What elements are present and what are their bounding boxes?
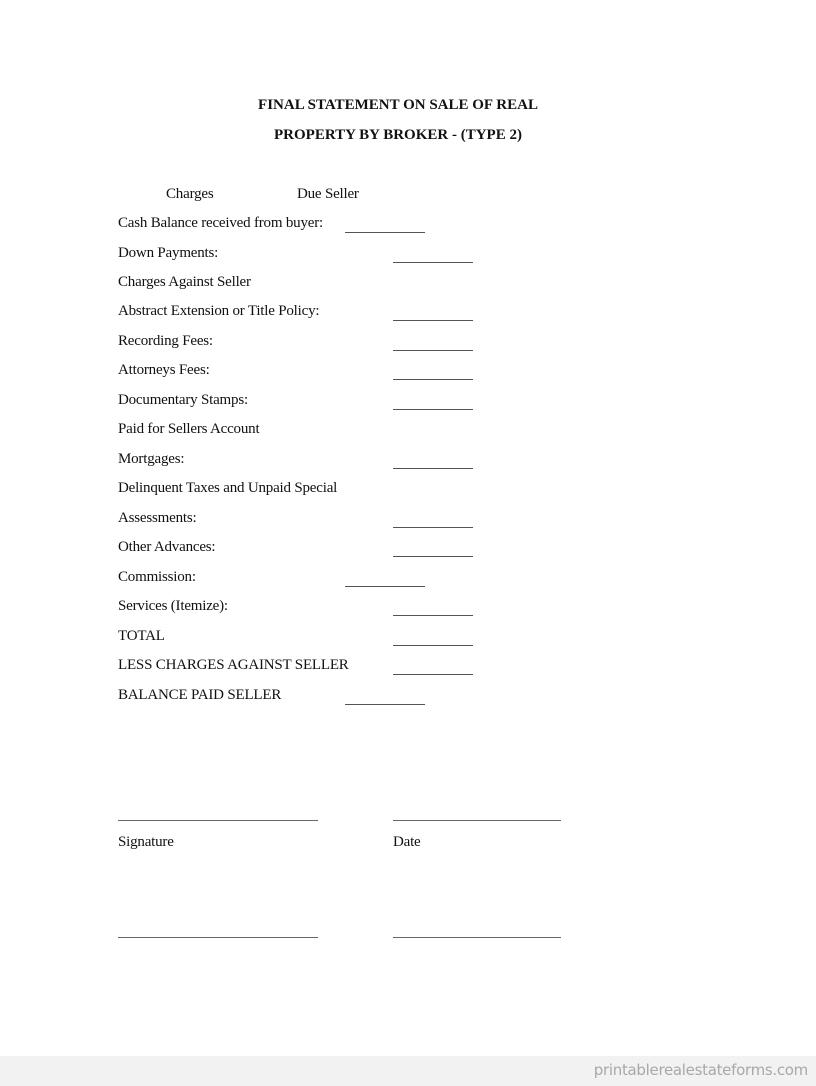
amount-blank-field[interactable]	[393, 379, 473, 380]
document-title-line-2: PROPERTY BY BROKER - (TYPE 2)	[274, 127, 522, 143]
date-line[interactable]	[393, 820, 561, 821]
row-label: Assessments:	[118, 510, 197, 526]
footer-bar	[0, 1056, 816, 1086]
second-date-line[interactable]	[393, 937, 561, 938]
row-label: Paid for Sellers Account	[118, 421, 260, 437]
row-label: Abstract Extension or Title Policy:	[118, 303, 320, 319]
amount-blank-field[interactable]	[393, 645, 473, 646]
site-watermark: printablerealestateforms.com	[593, 1061, 808, 1079]
amount-blank-field[interactable]	[345, 232, 425, 233]
amount-blank-field[interactable]	[393, 527, 473, 528]
amount-blank-field[interactable]	[393, 320, 473, 321]
row-label: Charges Against Seller	[118, 274, 251, 290]
due-seller-column-header: Due Seller	[297, 186, 359, 202]
document-title-line-1: FINAL STATEMENT ON SALE OF REAL	[258, 97, 538, 113]
row-label: Commission:	[118, 569, 196, 585]
row-label: Other Advances:	[118, 539, 216, 555]
amount-blank-field[interactable]	[393, 468, 473, 469]
amount-blank-field[interactable]	[393, 350, 473, 351]
amount-blank-field[interactable]	[393, 556, 473, 557]
amount-blank-field[interactable]	[345, 586, 425, 587]
row-label: TOTAL	[118, 628, 165, 644]
row-label: Cash Balance received from buyer:	[118, 215, 323, 231]
amount-blank-field[interactable]	[345, 704, 425, 705]
signature-label: Signature	[118, 834, 174, 850]
amount-blank-field[interactable]	[393, 262, 473, 263]
row-label: Attorneys Fees:	[118, 362, 210, 378]
amount-blank-field[interactable]	[393, 409, 473, 410]
row-label: BALANCE PAID SELLER	[118, 687, 282, 703]
row-label: Documentary Stamps:	[118, 392, 248, 408]
amount-blank-field[interactable]	[393, 674, 473, 675]
second-signature-line[interactable]	[118, 937, 318, 938]
row-label: Delinquent Taxes and Unpaid Special	[118, 480, 338, 496]
date-label: Date	[393, 834, 421, 850]
signature-line[interactable]	[118, 820, 318, 821]
row-label: LESS CHARGES AGAINST SELLER	[118, 657, 349, 673]
row-label: Mortgages:	[118, 451, 185, 467]
amount-blank-field[interactable]	[393, 615, 473, 616]
row-label: Services (Itemize):	[118, 598, 228, 614]
row-label: Recording Fees:	[118, 333, 213, 349]
charges-column-header: Charges	[166, 186, 214, 202]
row-label: Down Payments:	[118, 245, 219, 261]
